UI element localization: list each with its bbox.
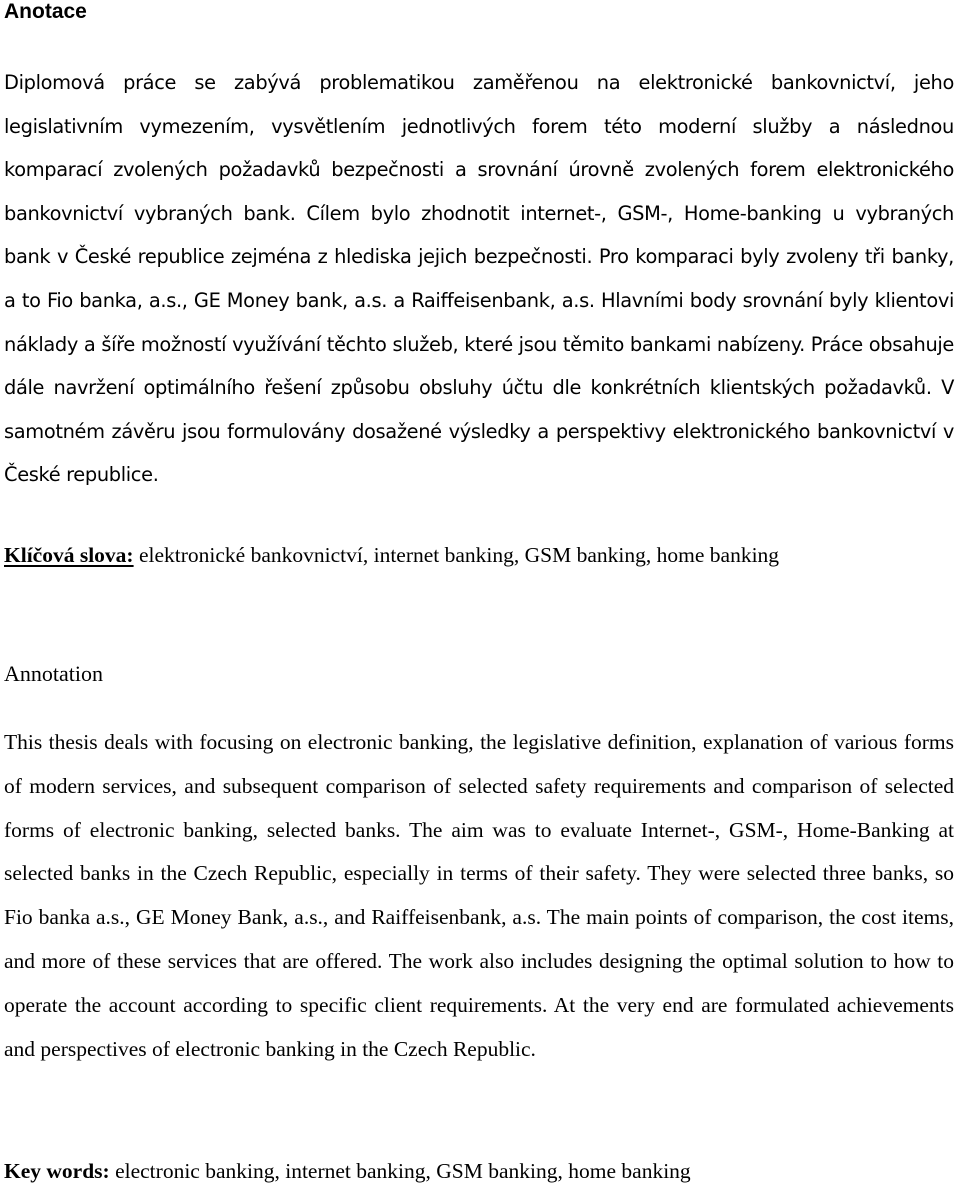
english-heading: Annotation [4,661,103,686]
czech-keywords-label: Klíčová slova: [4,543,134,567]
english-keywords-label: Key words: [4,1159,110,1183]
czech-heading: Anotace [4,0,87,23]
czech-keywords-list: elektronické bankovnictví, internet banking, GSM banking, home banking [138,543,780,567]
english-keywords-list: electronic banking, internet banking, GSM banking, home banking [115,1159,691,1183]
english-abstract: This thesis deals with focusing on electronic banking, the legislative definition, explanation of various forms of modern services, and subsequent comparison of selected safety requirements and comparison of selected forms of electronic banking, selected banks. The aim was to evaluate Internet-, GSM-, Home-Banking at selected banks in the Czech Republic, especially in terms of their safety. They were selected three banks, so Fio banka a.s., GE Money Bank, a.s., and Raiffeisenbank, a.s. The main points of comparison, the cost items, and more of these services that are offered. The work also includes designing the optimal solution to how to operate the account according to specific client requirements. At the very end are formulated achievements and perspectives of electronic banking in the Czech Republic. [4,730,954,1061]
czech-keywords [4,541,779,569]
czech-abstract: Diplomová práce se zabývá problematikou zaměřenou na elektronické bankovnictví, jeho legislativním vymezením, vysvětlením jednotlivých forem této moderní služby a následnou komparací zvolených požadavků bezpečnosti a srovnání úrovně zvolených forem elektronického bankovnictví vybraných bank. Cílem bylo zhodnotit internet-, GSM-, Home-banking u vybraných bank v České republice zejména z hlediska jejich bezpečnosti. Pro komparaci byly zvoleny tři banky, a to Fio banka, a.s., GE Money bank, a.s. a Raiffeisenbank, a.s. Hlavními body srovnání byly klientovi náklady a šíře možností využívání těchto služeb, které jsou těmito bankami nabízeny. Práce obsahuje dále navržení optimálního řešení způsobu obsluhy účtu dle konkrétních klientských požadavků. V samotném závěru jsou formulovány dosažené výsledky a perspektivy elektronického bankovnictví v České republice. [4,71,954,487]
english-keywords [4,1157,691,1185]
